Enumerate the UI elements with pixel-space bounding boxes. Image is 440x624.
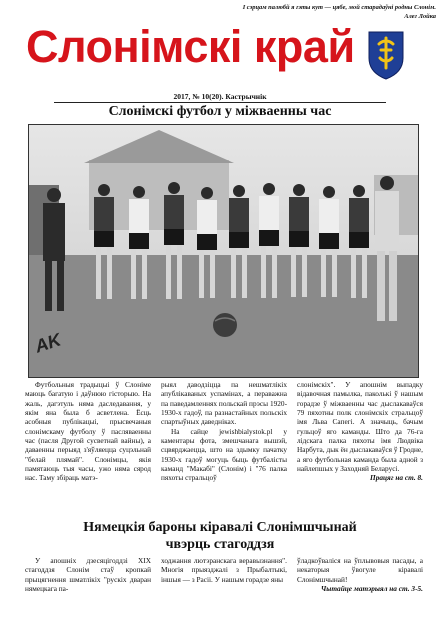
issue-line: 2017, № 10(20). Кастрычнік — [173, 92, 267, 101]
article1-headline: Слонімскі футбол у міжваенны час — [108, 104, 332, 119]
article2-headline — [0, 520, 440, 553]
article1-body — [25, 380, 425, 514]
epigraph-quote: I сэрцам палюбй я гэты кут — цябе, мой старадаўні родны Слонім. — [242, 4, 436, 11]
article1-photo — [28, 124, 419, 378]
top-rule — [54, 102, 386, 103]
article1-column-1 — [25, 380, 151, 514]
article1-col1-text: Футбольныя традыцыі ў Слоніме маюць багатую і даўнюю гісторыю. На жаль, дагэтуль няма даследавання, у якім яна была б асветлена. Ёсць асобныя публікацыі, прысвечаныя слонімскаму футболу ў пасляваенны час (пасля Другой сусветнай вайны), а даваенны перыяд з'яўляецца суцэльнай "белай плямай". Слонімцы, якія памятаюць тыя часы, ужо няма сярод нас. Таму збіраць матэ- — [25, 380, 151, 483]
masthead-title: Слонімскі край — [26, 21, 355, 72]
article2-body — [25, 556, 425, 618]
article1-col2-text-b: На сайце jewishbialystok.pl у каментары фота, змешчанага вышэй, сцвярджаецца, што на здымку пачатку 1930-х гадоў могуць быць футбалісты каманд "Макабі" (Слонім) і "76 палка пяхоты стральцоў — [161, 426, 287, 483]
article1-column-3 — [297, 380, 423, 514]
article1-col2-text-a: рыял даводзіцца па нешматлікіх апублікаваных успамінах, а пераважна па паведамленнях польскай прэсы 1920-1930-х гадоў, па разнастайных польскіх спартыўных даведніках. — [161, 380, 287, 427]
photo-mark: AK — [32, 329, 64, 357]
article2-continued-link[interactable]: Чытайце матэрыял на ст. 3-5. — [320, 583, 423, 593]
coat-of-arms-icon — [367, 30, 405, 80]
article2-headline-line2: чвэрць стагоддзя — [165, 536, 275, 552]
article2-column-1 — [25, 556, 151, 618]
article1-continued-link[interactable]: Працяг на ст. 8. — [370, 473, 423, 483]
article1-col3-text: слонімскіх". У апошнім выпадку відавочная памылка, паколькі ў нашым горадзе ў міжваенны час дыслакаваўся 79 пяхотны полк слонімскіх стральцоў імя Льва Сапегі. А значыць, бачым гульцоў яго каманды. Што да 76-га лідскага палка пяхоты імя Людвіка Нарбута, дык ён дыслакаваўся ў Гродне, а яго футбольная каманда была адной з найлепшых у Заходняй Беларусі. — [297, 380, 423, 473]
article2-column-3 — [297, 556, 423, 618]
article2-col2-text: ходжання лютэранскага веравызнання". Многія прыязджалі з Прыбалтыкі, іншыя — з Расіі. У нашым горадзе яны — [161, 556, 287, 584]
article2-col1-text: У апошніх дзесяцігоддзі XIX стагоддзя Слонім стаў кропкай прыцягнення шматлікіх "рускіх дваран нямецкага па- — [25, 556, 151, 593]
article2-headline-line1: Нямецкія бароны кіравалі Слонімшчынай — [83, 520, 357, 535]
epigraph — [120, 4, 436, 22]
article2-column-2 — [161, 556, 287, 618]
article2-col3-text: ўладкоўваліся на ўплывовыя пасады, а некаторыя ўвогуле кіравалі Слонімшчынай! — [297, 556, 423, 584]
epigraph-author: Алег Лойка — [404, 13, 436, 21]
article1-column-2 — [161, 380, 287, 514]
